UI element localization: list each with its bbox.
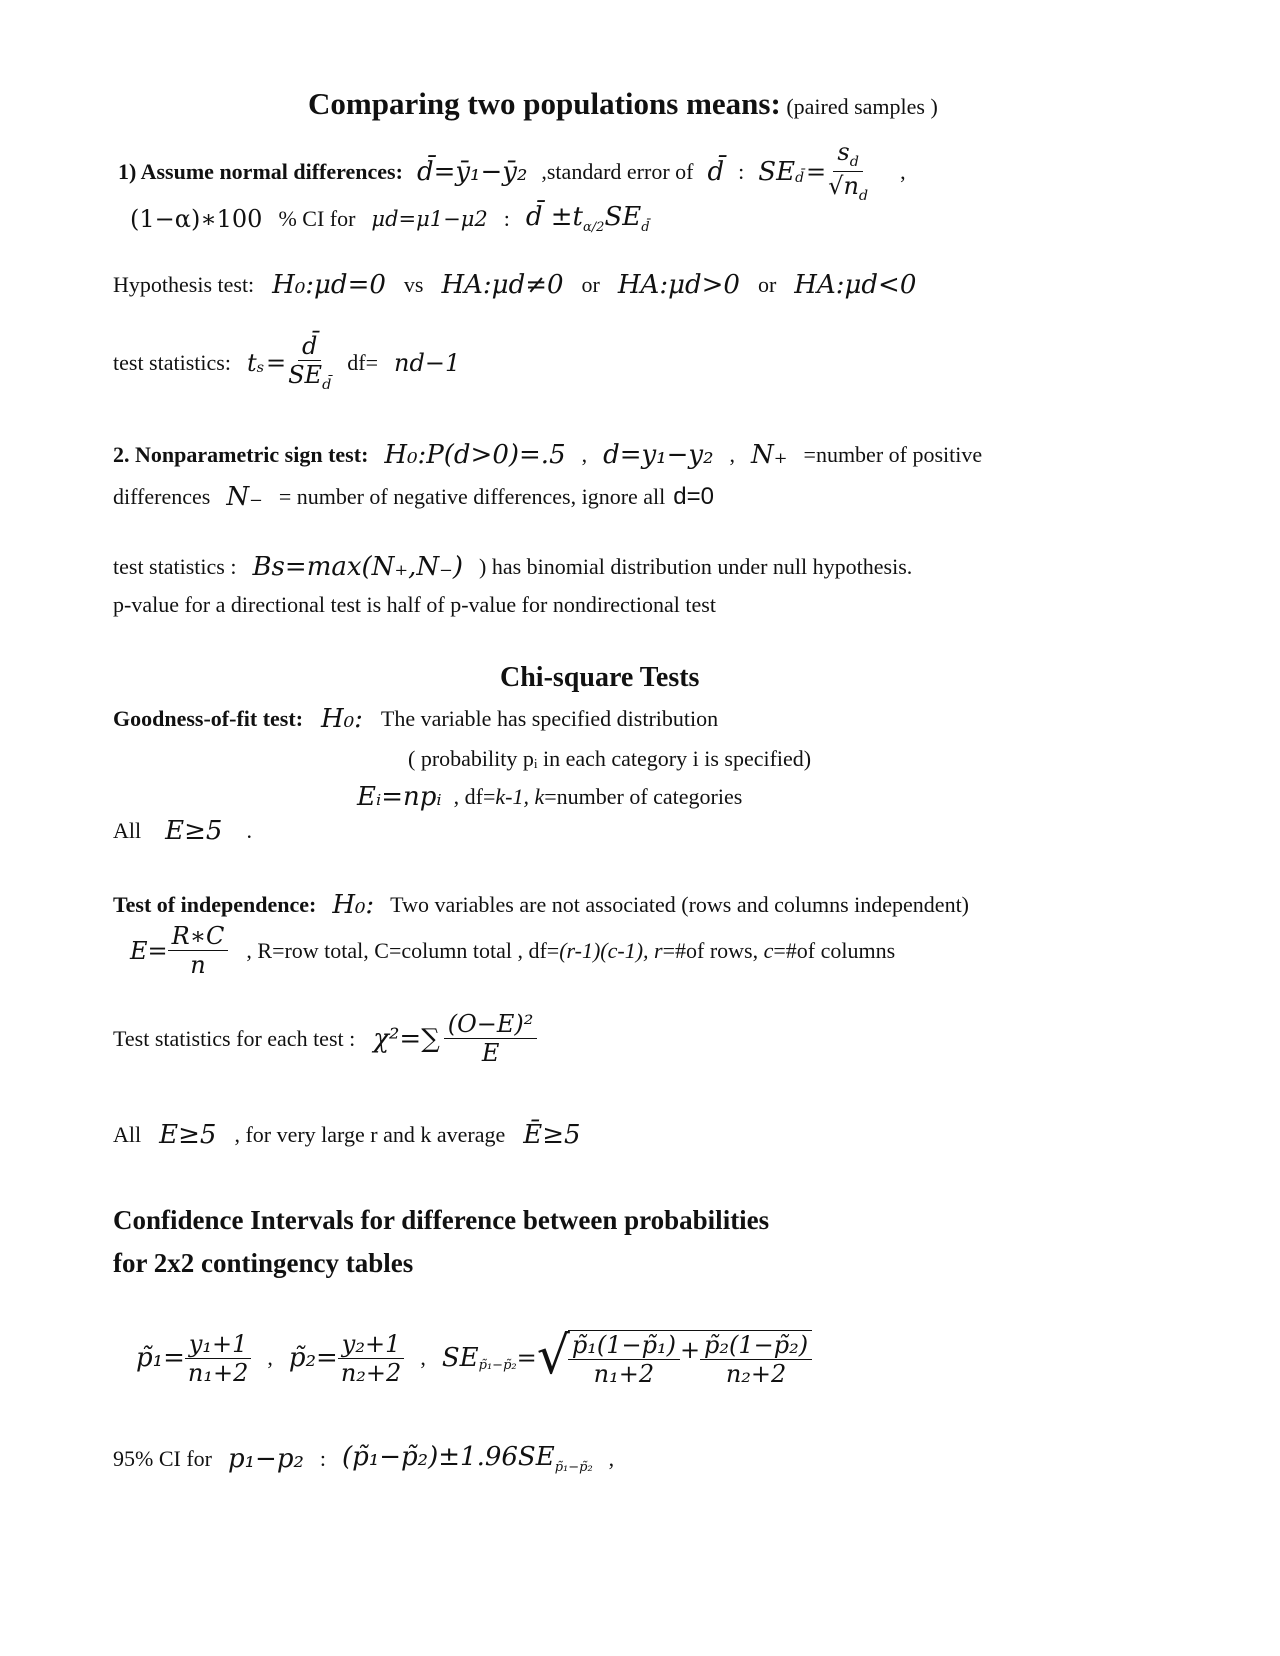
dbar-symbol: d̄ <box>707 156 725 187</box>
ind-text2-d: =#of columns <box>773 937 896 963</box>
ci-diff-title-line2: for 2x2 contingency tables <box>113 1248 414 1278</box>
gof-line1 <box>113 706 718 732</box>
ci-formula-sub: α/2 <box>583 220 605 236</box>
ind-line2 <box>130 924 895 977</box>
se-lhs: SE <box>758 156 796 187</box>
hypothesis-ha2: HA:μd>0 <box>617 270 740 300</box>
p1-fraction <box>185 1329 252 1387</box>
t-stat-num: d̄ <box>298 334 321 361</box>
chi-all-avg: Ē≥5 <box>523 1120 581 1150</box>
chi-all-cond: E≥5 <box>159 1120 217 1150</box>
se-diff-eq: = <box>516 1344 537 1372</box>
t-stat-label: test statistics: <box>113 350 231 376</box>
ci-text: % CI for <box>278 206 356 232</box>
chi-all-label: All <box>113 1122 142 1147</box>
se-den-sub: d <box>858 188 869 204</box>
t-stat-den-sub: d̄ <box>322 376 332 393</box>
sqrt-body <box>568 1330 812 1386</box>
gof-all-cond: E≥5 <box>165 816 223 846</box>
chi-stat-formula <box>373 1012 537 1065</box>
gof-all-label: All <box>113 818 142 843</box>
gof-line2: ( probability pᵢ in each category i is specified) <box>408 746 812 771</box>
ind-text2-c: c <box>758 937 774 963</box>
gof-df-italic: k-1, <box>495 784 529 809</box>
gof-df: , df= <box>453 784 496 809</box>
t-stat-formula: t $_s$ = $\frac{d̄}{SE_{d̄}}$ <box>246 332 332 393</box>
ci-diff-comma: , <box>608 1446 615 1472</box>
ci-formula <box>526 204 650 234</box>
chi-stat-line <box>113 1012 537 1065</box>
p2-fraction <box>338 1329 405 1387</box>
chi-stat-label: Test statistics for each test : <box>113 1025 356 1051</box>
df-value: nd−1 <box>394 349 461 378</box>
hypothesis-or2: or <box>757 272 777 297</box>
se-plus: + <box>679 1335 701 1364</box>
p2-num: y₂+1 <box>338 1332 405 1359</box>
p1-lhs: p̃₁= <box>136 1343 185 1373</box>
sign-test-nminus: N₋ <box>226 482 263 512</box>
se-term2-num: p̃₂(1−p̃₂) <box>700 1333 812 1360</box>
sign-test-line1 <box>113 442 982 468</box>
p-sep2: , <box>420 1345 426 1370</box>
se-fraction: $\frac{s_d}{√n_d}$ <box>828 138 869 204</box>
p2-den: n₂+2 <box>340 1358 402 1387</box>
gof-text: The variable has specified distribution <box>380 706 719 731</box>
hypothesis-or1: or <box>581 272 600 297</box>
sign-test-sep1: , <box>581 442 588 467</box>
t-stat-fraction <box>288 334 331 392</box>
hypothesis-line <box>113 272 916 298</box>
ind-text2-df: (r-1)(c-1), <box>559 937 649 963</box>
sign-test-d0: d=0 <box>673 483 714 510</box>
ind-e-fraction <box>168 924 229 977</box>
gof-line3 <box>357 784 742 810</box>
hypothesis-ha1: HA:μd≠0 <box>441 270 564 300</box>
p1-formula <box>136 1329 251 1387</box>
chi-stat-fraction <box>444 1012 538 1065</box>
df-label: df= <box>347 350 379 376</box>
chi-square-title: Chi-square Tests <box>500 662 700 693</box>
paired-ci-line <box>130 204 650 234</box>
ci-diff-formula-sub: p̃₁−p̃₂ <box>554 1460 593 1476</box>
ci-diff-label: 95% CI for <box>113 1446 212 1472</box>
se-lhs-sub: d̄ <box>795 169 805 186</box>
ci-prefix: (1−α)∗100 <box>130 205 263 234</box>
colon: : <box>738 158 745 184</box>
t-stat-line <box>113 334 460 392</box>
trailing-comma: , <box>900 158 906 184</box>
t-stat-den: SE <box>288 361 323 389</box>
sign-stat-label: test statistics : <box>113 554 237 579</box>
gof-all-dot: . <box>246 818 252 843</box>
sign-test-line2 <box>113 484 714 510</box>
chi-stat-den: E <box>481 1039 500 1067</box>
se-term2 <box>700 1333 812 1386</box>
p1-den: n₁+2 <box>187 1358 249 1387</box>
ind-line1 <box>113 892 969 918</box>
t-stat-lhs-sub: s <box>256 359 264 376</box>
se-diff-lhs: SE <box>441 1343 479 1373</box>
ci-colon: : <box>503 206 510 232</box>
ind-text2-r: r <box>648 937 663 963</box>
gof-all-line <box>113 818 252 844</box>
gof-h0: H₀: <box>321 704 363 734</box>
ci-diff-title-line1: Confidence Intervals for difference between probabilities <box>113 1205 770 1235</box>
chi-all-text: , for very large r and k average <box>234 1122 506 1147</box>
ci-formula-main: d̄ ±t <box>525 202 584 232</box>
hypothesis-vs: vs <box>403 272 424 297</box>
t-stat-lhs: t <box>246 349 257 378</box>
hypothesis-label: Hypothesis test: <box>113 272 255 297</box>
se-text: ,standard error of <box>541 158 694 184</box>
sign-stat-formula: Bs=max(N₊,N₋) <box>252 552 464 582</box>
dbar-definition: d̄=ȳ₁−ȳ₂ <box>416 156 528 187</box>
hypothesis-ha3: HA:μd<0 <box>794 270 917 300</box>
ind-e-num: R∗C <box>168 924 229 951</box>
sign-stat-line <box>113 554 912 580</box>
chi-stat-num: (O−E)² <box>444 1012 538 1039</box>
title-text: Comparing two populations means: <box>308 86 781 121</box>
se-diff-sqrt <box>536 1326 812 1388</box>
sign-test-nplus-text: =number of positive <box>803 442 983 467</box>
p2-formula <box>288 1329 404 1387</box>
ci-diff-formula-main: (p̃₁−p̃₂)±1.96SE <box>342 1442 555 1472</box>
se-diff-lhs-sub: p̃₁−p̃₂ <box>478 1357 517 1373</box>
sign-stat-text: ) has binomial distribution under null hypothesis. <box>479 554 913 579</box>
ci-diff-p: p₁−p₂ <box>227 1444 304 1475</box>
assume-label: 1) Assume normal differences: <box>118 158 403 184</box>
sign-test-differences: differences <box>113 484 211 509</box>
ind-e-den: n <box>190 951 206 979</box>
sqrt-sign: √ <box>536 1326 570 1386</box>
gof-df-line <box>454 786 743 808</box>
ind-label: Test of independence: <box>113 892 317 917</box>
mu-definition: μd=μ1−μ2 <box>371 206 488 231</box>
gof-k: k <box>528 784 545 809</box>
ind-h0: H₀: <box>332 890 375 920</box>
ind-text: Two variables are not associated (rows and columns independent) <box>390 892 970 917</box>
se-diff-formula <box>441 1326 812 1388</box>
sign-test-d-def: d=y₁−y₂ <box>603 440 714 470</box>
ind-text2 <box>246 937 896 963</box>
se-term1-num: p̃₁(1−p̃₁) <box>568 1333 680 1360</box>
ind-text2-b: =#of rows, <box>662 937 759 963</box>
se-term1-den: n₁+2 <box>593 1360 655 1388</box>
p-sep1: , <box>267 1345 273 1370</box>
ci-diff-formula <box>342 1444 593 1474</box>
se-den: n <box>843 172 859 201</box>
ind-text2-a: , R=row total, C=column total , df= <box>246 937 560 963</box>
page-title <box>308 88 938 119</box>
hypothesis-h0: H₀:μd=0 <box>272 270 386 300</box>
sign-test-nplus: N₊ <box>751 440 788 470</box>
se-term2-den: n₂+2 <box>725 1360 787 1388</box>
p1-num: y₁+1 <box>185 1332 252 1359</box>
gof-label: Goodness-of-fit test: <box>113 706 304 731</box>
sign-test-sep2: , <box>729 442 736 467</box>
ci-diff-colon: : <box>319 1446 327 1472</box>
p2-lhs: p̃₂= <box>288 1343 338 1373</box>
chi-stat-lhs: χ²=∑ <box>373 1023 440 1054</box>
gof-expected: Eᵢ=npᵢ <box>357 782 442 812</box>
ind-expected-formula <box>130 924 228 977</box>
ind-e-lhs: E= <box>130 936 168 965</box>
se-term1 <box>568 1333 680 1386</box>
sign-test-nminus-text: = number of negative differences, ignore all <box>278 484 666 509</box>
sign-test-label: 2. Nonparametric sign test: <box>113 442 369 467</box>
se-num-sub: d <box>849 153 859 170</box>
se-num: s <box>837 138 850 166</box>
chi-all-line <box>113 1122 581 1148</box>
title-subtitle: (paired samples ) <box>786 94 938 119</box>
ci-formula-se: SE <box>604 202 642 232</box>
ci-formula-se-sub: d̄ <box>641 220 650 236</box>
se-formula: SE $_{d̄}$ = $\frac{s_d}{√n_d}$ <box>758 138 869 204</box>
pvalue-note: p-value for a directional test is half of p-value for nondirectional test <box>113 592 716 617</box>
ci-diff-formulas <box>136 1326 812 1388</box>
ci-diff-line <box>113 1444 614 1474</box>
paired-assume-line <box>118 140 906 203</box>
sign-test-h0: H₀:P(d>0)=.5 <box>384 440 566 470</box>
gof-df-rest: =number of categories <box>544 784 743 809</box>
